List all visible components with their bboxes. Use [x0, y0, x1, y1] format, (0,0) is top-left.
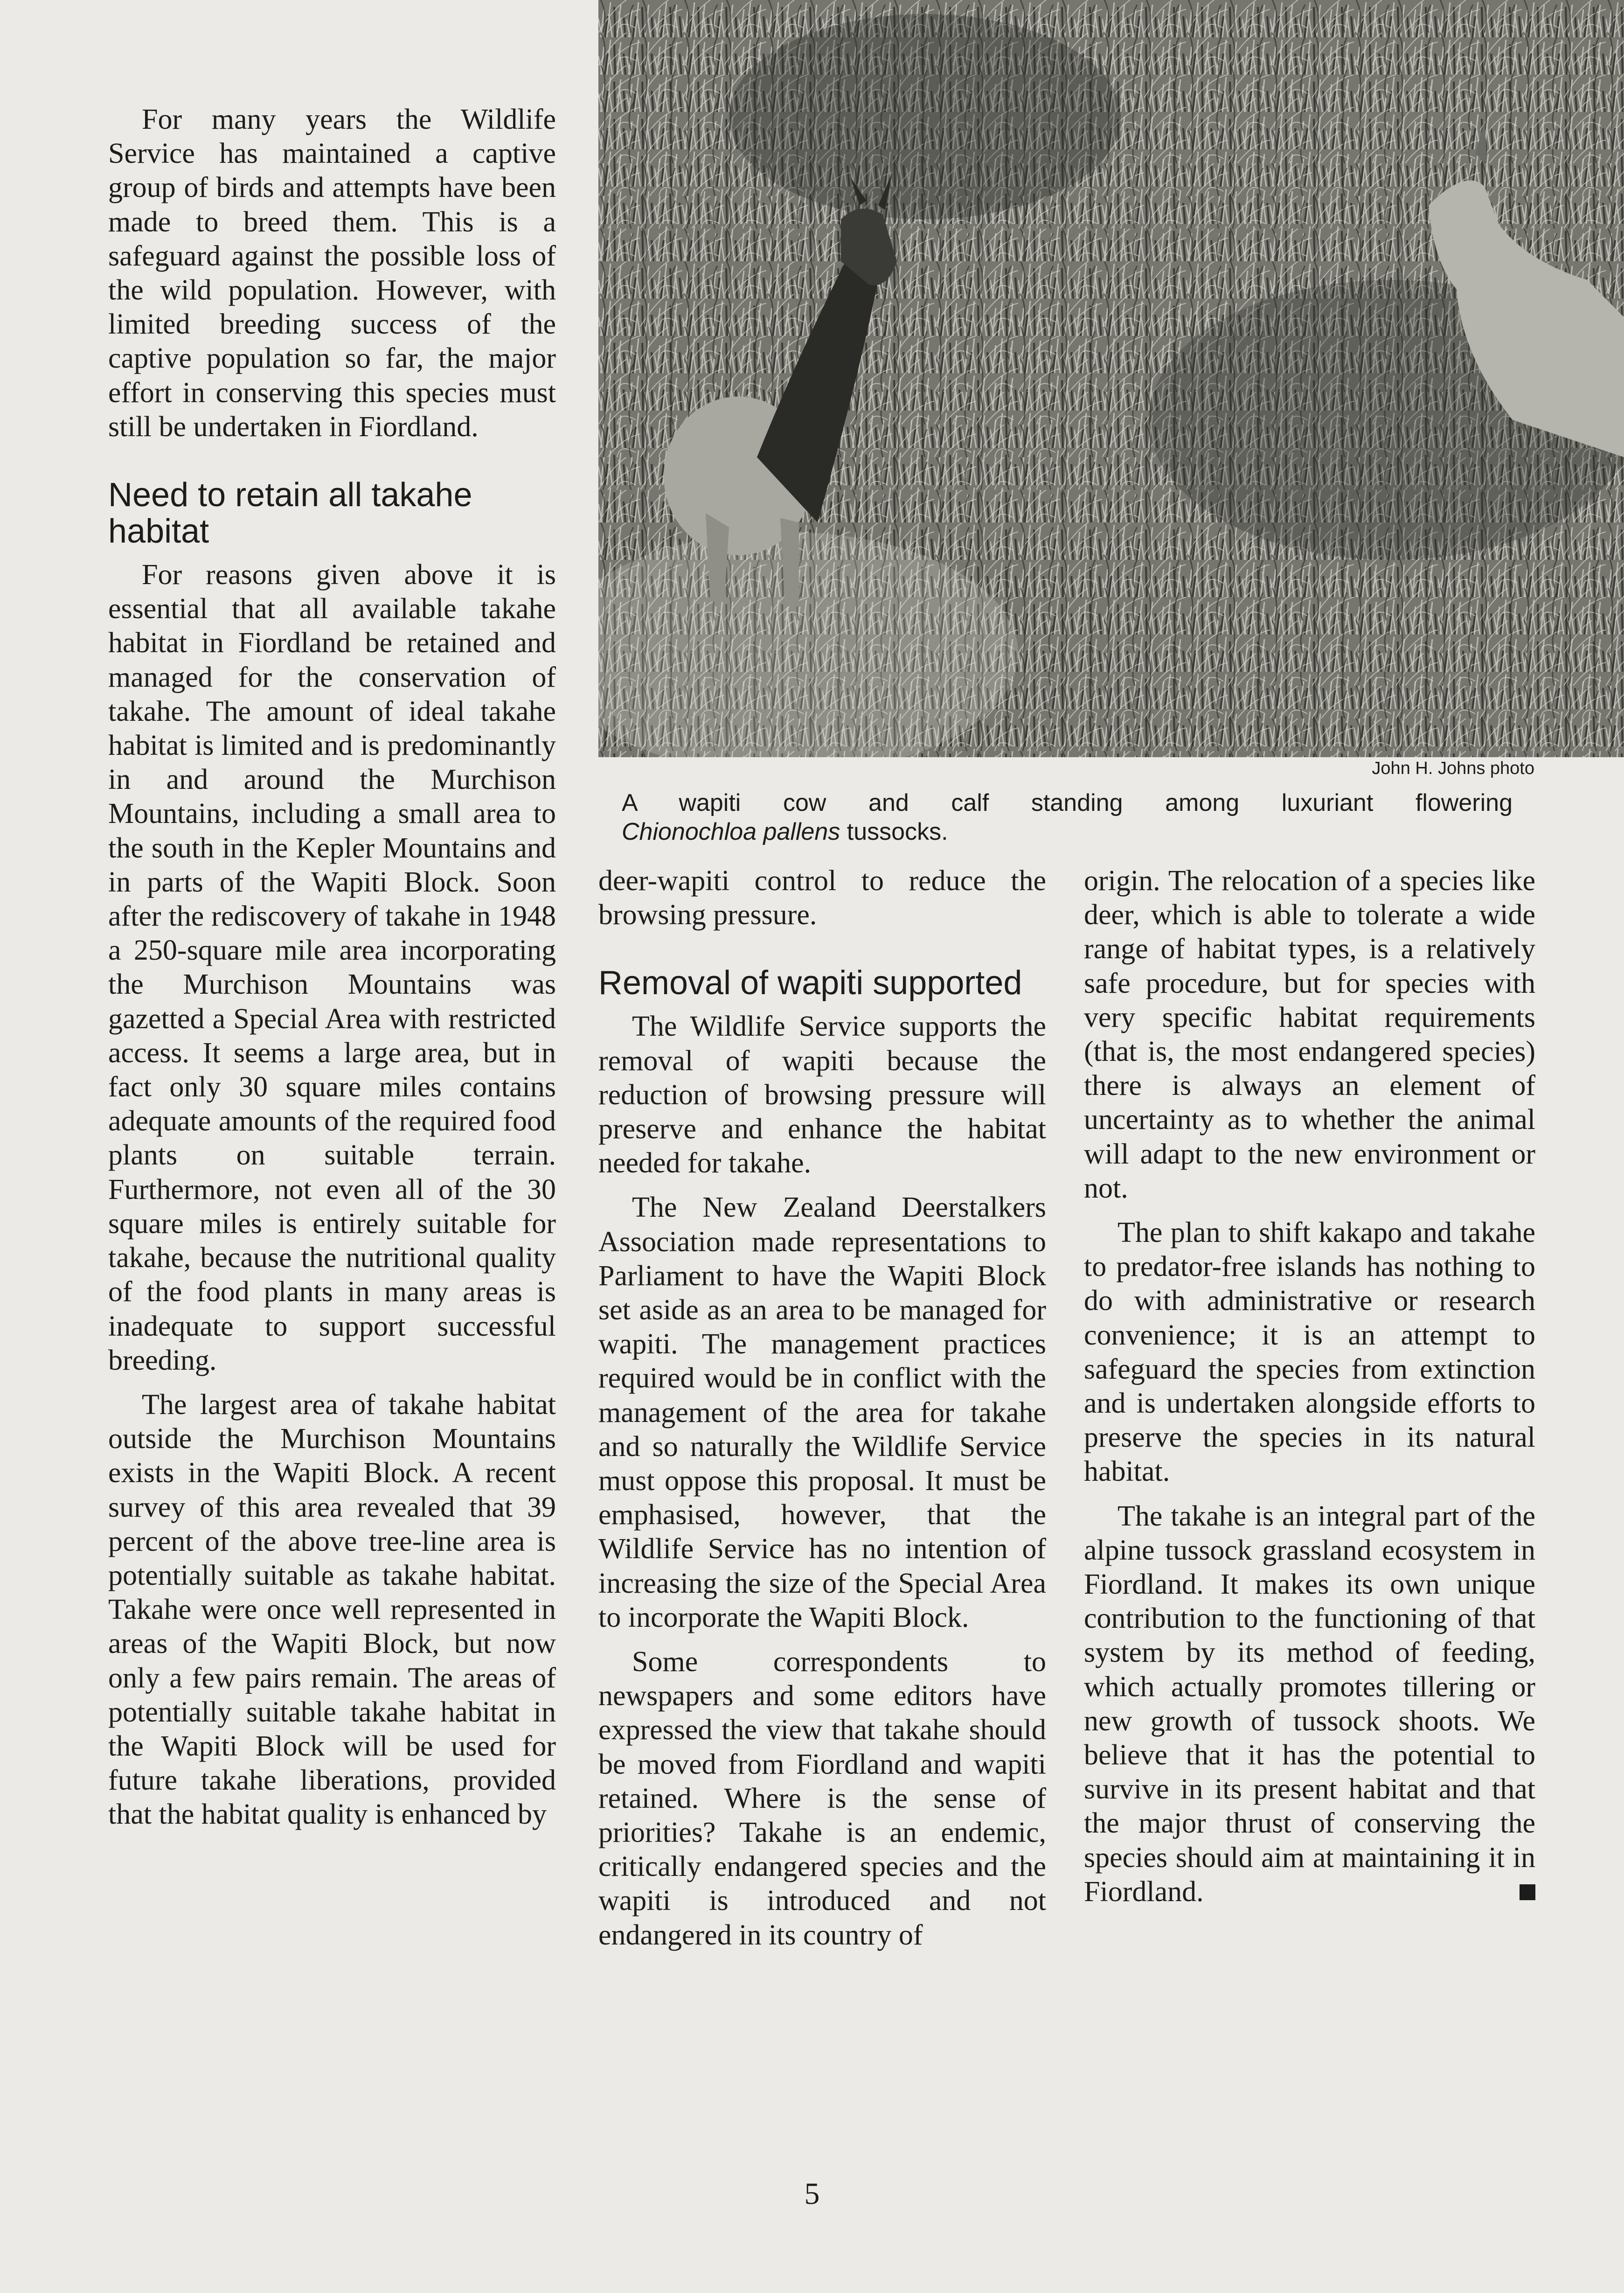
- wapiti-photo-illustration: [598, 0, 1624, 757]
- column-1-paragraph-1: For many years the Wildlife Service has maintained a captive group of birds and attempts have been made to breed them. This is a safeguard against the possible loss of the wild population. However, with limited breeding success of the captive population so far, the major effort in conserving this species must still be undertaken in Fiordland.: [108, 104, 556, 443]
- photo-caption-line1: A wapiti cow and calf standing among luxuriant flowering: [622, 789, 1513, 816]
- column-3: [1084, 864, 1535, 1919]
- column-3-paragraph-3: [1084, 1499, 1535, 1909]
- column-1: [108, 103, 556, 1842]
- caption-species-name: Chionochloa pallens: [622, 818, 840, 845]
- heading-removal-of-wapiti: Removal of wapiti supported: [598, 964, 1022, 1002]
- column-2-paragraph-2: The Wildlife Service supports the removal of wapiti because the reduction of browsing pressure will preserve and enhance the habitat needed for takahe.: [598, 1011, 1046, 1179]
- page-number: 5: [804, 2177, 820, 2211]
- photo-caption-line2: [622, 817, 1513, 846]
- column-2-paragraph-3: The New Zealand Deerstalkers Association made representations to Parliament to have the Wapiti Block set aside as an area to be managed for wapiti. The management practices required would be in conflict with the management of the area for takahe and so naturally the Wildlife Service must oppose this proposal. It must be emphasised, however, that the Wildlife Service has no intention of increasing the size of the Special Area to incorporate the Wapiti Block.: [598, 1192, 1046, 1633]
- column-3-paragraph-3-text: The takahe is an integral part of the alpine tussock grassland ecosystem in Fiordland. It makes its own unique contribution to the functioning of that system by its method of feeding, which actually promotes tillering or new growth of tussock shoots. We believe that it has the potential to survive in its present habitat and that the major thrust of conserving the species should aim at maintaining it in Fiordland.: [1084, 1500, 1535, 1908]
- column-2-paragraph-4: Some correspondents to newspapers and some editors have expressed the view that takahe should be moved from Fiordland and wapiti retained. Where is the sense of priorities? Takahe is an endemic, critically endangered species and the wapiti is introduced and not endangered in its country of: [598, 1646, 1046, 1951]
- column-2: [598, 864, 1046, 1963]
- column-1-paragraph-3: The largest area of takahe habitat outside the Murchison Mountains exists in the Wapiti Block. A recent survey of this area revealed that 39 percent of the above tree-line area is potentially suitable as takahe habitat. Takahe were once well represented in areas of the Wapiti Block, but now only a few pairs remain. The areas of potentially suitable takahe habitat in the Wapiti Block will be used for future takahe liberations, provided that the habitat quality is enhanced by: [108, 1388, 556, 1831]
- column-2-paragraph-1: deer-wapiti control to reduce the browsing pressure.: [598, 865, 1046, 931]
- wapiti-photo: [598, 0, 1624, 757]
- column-3-paragraph-1: origin. The relocation of a species like deer, which is able to tolerate a wide range of habitat types, is a relatively safe procedure, but for species with very specific habitat requirements (that is, the most endangered species) there is always an element of uncertainty as to whether the animal will adapt to the new environment or not.: [1084, 865, 1535, 1204]
- heading-retain-habitat: Need to retain all takahe habitat: [108, 476, 472, 551]
- column-1-paragraph-2: For reasons given above it is essential that all available takahe habitat in Fiordland be retained and managed for the conservation of takahe. The amount of ideal takahe habitat is limited and is predominantly in and around the Murchison Mountains, including a small area to the south in the Kepler Mountains and in parts of the Wapiti Block. Soon after the rediscovery of takahe in 1948 a 250-square mile area incorporating the Murchison Mountains was gazetted a Special Area with restricted access. It seems a large area, but in fact only 30 square miles contains adequate amounts of the required food plants on suitable terrain. Furthermore, not even all of the 30 square miles is entirely suitable for takahe, because the nutritional quality of the food plants in many areas is inadequate to support successful breeding.: [108, 559, 556, 1376]
- column-3-paragraph-2: The plan to shift kakapo and takahe to predator-free islands has nothing to do with administrative or research convenience; it is an attempt to safeguard the species from extinction and is undertaken alongside efforts to preserve the species in its natural habitat.: [1084, 1217, 1535, 1488]
- end-of-article-icon: [1520, 1884, 1535, 1900]
- photo-credit: John H. Johns photo: [1372, 759, 1534, 778]
- caption-end: tussocks.: [840, 818, 948, 845]
